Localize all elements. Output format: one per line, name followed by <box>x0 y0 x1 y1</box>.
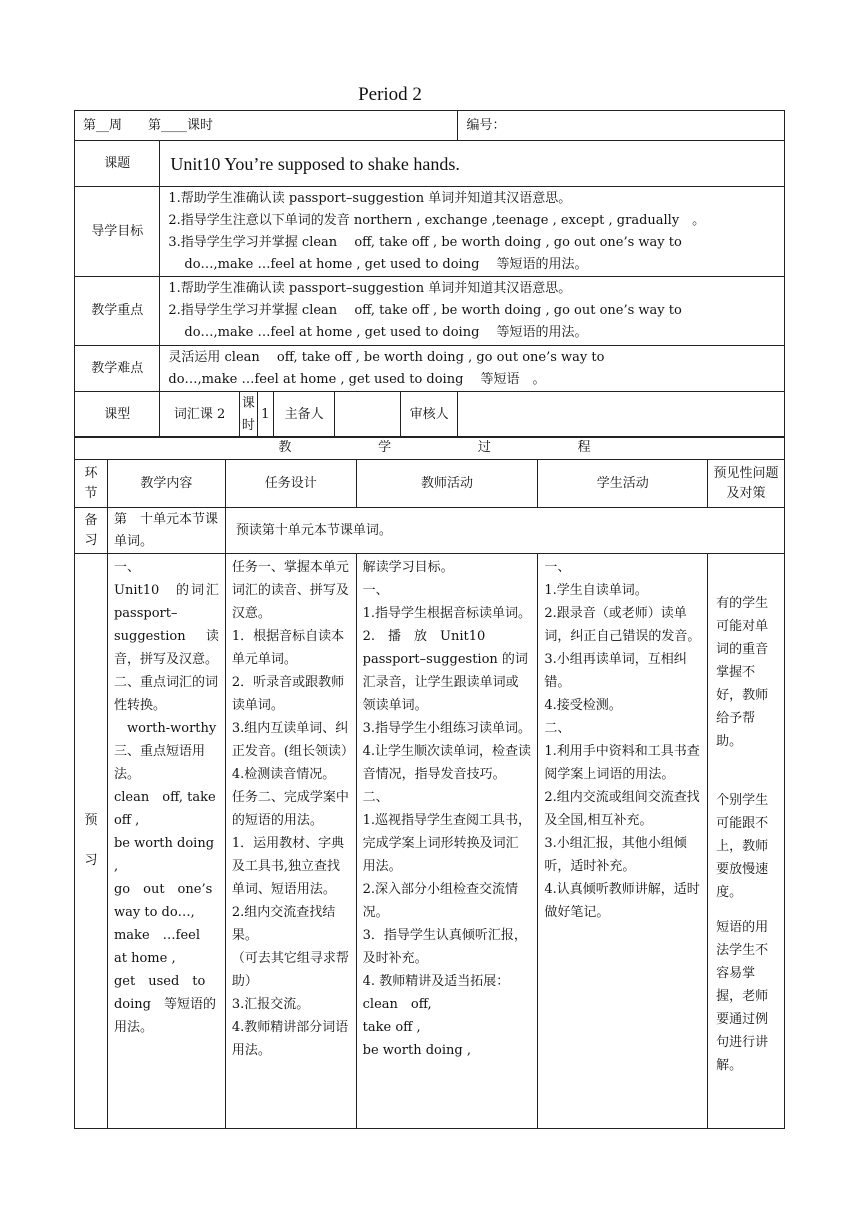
key-points-content <box>160 277 785 346</box>
preview-stage-label: 预习 <box>75 554 108 1129</box>
preview-teacher-activity <box>356 554 538 1129</box>
content-line: 一、 <box>113 560 140 575</box>
student-line: 4.认真倾听教师讲解，适时做好笔记。 <box>544 882 700 920</box>
preview-issues <box>708 554 785 1129</box>
teacher-line: clean off, <box>362 997 432 1012</box>
student-line: 2.组内交流或组间交流查找及全国,相互补充。 <box>544 790 700 828</box>
teacher-line: 一、 <box>362 583 389 598</box>
course-type-label: 课型 <box>75 392 160 438</box>
review-content: 第 十单元本节课单词。 <box>107 508 225 554</box>
task-line: 1．运用教材、字典及工具书,独立查找单词、短语用法。 <box>231 836 345 897</box>
issue-spacer <box>716 753 778 789</box>
teacher-line: 1.巡视指导学生查阅工具书，完成学案上词形转换及词汇用法。 <box>362 813 532 874</box>
difficulty-line: do…,make …feel at home , get used to doing 等短语 。 <box>168 371 546 387</box>
process-title-char: 教 <box>278 440 292 455</box>
course-type-value: 词汇课 2 <box>160 392 239 438</box>
reviewer-value <box>458 392 785 438</box>
task-line: 任务一、掌握本单元词汇的读音、拼写及汉意。 <box>231 560 349 621</box>
column-header-issues: 预见性问题及对策 <box>708 460 785 508</box>
review-stage-label: 备习 <box>75 508 108 554</box>
student-line: 1.学生自读单词。 <box>544 583 648 598</box>
key-point-line: 2.指导学生学习并掌握 clean off, take off , be worth doing , go out one’s way to <box>168 303 682 318</box>
teacher-line: 2.深入部分小组检查交流情况。 <box>362 882 519 920</box>
objective-line: 3.指导学生学习并掌握 clean off, take off , be worth doing , go out one’s way to <box>168 234 682 250</box>
student-line: 2.跟录音（或老师）读单词，纠正自己错误的发音。 <box>544 606 701 644</box>
teacher-line: 3．指导学生认真倾听汇报，及时补充。 <box>362 928 527 966</box>
topic-label: 课题 <box>75 141 160 187</box>
page-title: Period 2 <box>358 84 422 105</box>
preparer-value <box>335 392 400 438</box>
task-line: 3.组内互读单词、纠正发音。(组长领读） <box>231 721 354 759</box>
task-line: 任务二、完成学案中的短语的用法。 <box>231 790 349 828</box>
teacher-line: 3.指导学生小组练习读单词。 <box>362 721 532 736</box>
content-line: go out one’s way to do…, <box>113 882 213 920</box>
topic-value: Unit10 You’re supposed to shake hands. <box>160 141 785 187</box>
preview-content <box>107 554 225 1129</box>
column-header-student: 学生活动 <box>538 460 708 508</box>
task-line: （可去其它组寻求帮助） <box>231 951 349 989</box>
content-line: make …feel at home , <box>113 928 214 966</box>
hours-label: 课时 <box>239 392 257 438</box>
student-line: 二、 <box>544 721 571 736</box>
process-title <box>75 437 785 460</box>
teacher-line: 二、 <box>362 790 389 805</box>
task-line: 3.汇报交流。 <box>231 997 310 1012</box>
process-title-char: 学 <box>378 440 392 455</box>
objective-line: 1.帮助学生准确认读 passport–suggestion 单词并知道其汉语意思。 <box>168 190 572 206</box>
lesson-info-table <box>74 110 785 438</box>
preview-task-design <box>225 554 356 1129</box>
content-line: clean off, take off , <box>113 790 216 828</box>
task-line: 4.检测读音情况。 <box>231 767 336 782</box>
objective-line: do…,make …feel at home , get used to doing 等短语的用法。 <box>184 256 588 272</box>
content-line: Unit10 的词汇passport–suggestion 读音，拼写及汉意。 <box>113 583 219 667</box>
issue-spacer <box>716 904 778 916</box>
difficulties-label: 教学难点 <box>75 346 160 392</box>
content-line: 三、重点短语用法。 <box>113 744 205 782</box>
key-points-label: 教学重点 <box>75 277 160 346</box>
teacher-line: 4.让学生顺次读单词，检查读音情况，指导发音技巧。 <box>362 744 532 782</box>
task-line: 1．根据音标自读本单元单词。 <box>231 629 345 667</box>
process-title-char: 过 <box>477 440 491 455</box>
teacher-line: 解读学习目标。 <box>362 560 454 575</box>
student-line: 3.小组再读单词，互相纠错。 <box>544 652 687 690</box>
teacher-line: 2. 播 放 Unit10 passport–suggestion 的词汇录音，让学生跟读单词或领读单词。 <box>362 629 528 713</box>
difficulties-content <box>160 346 785 392</box>
student-line: 4.接受检测。 <box>544 698 622 713</box>
column-header-stage: 环节 <box>75 460 108 508</box>
issue-item: 短语的用法学生不容易掌握，老师要通过例句进行讲解。 <box>716 920 769 1073</box>
preview-student-activity <box>538 554 708 1129</box>
objectives-content <box>160 187 785 277</box>
issue-item: 有的学生可能对单词的重音掌握不好，教师给予帮助。 <box>716 596 769 749</box>
key-point-line: do…,make …feel at home , get used to doing 等短语的用法。 <box>184 325 588 340</box>
difficulty-line: 灵活运用 clean off, take off , be worth doing , go out one’s way to <box>168 349 605 365</box>
week-period-cell: 第__周 第____课时 <box>75 111 458 141</box>
teacher-line: 4. 教师精讲及适当拓展： <box>362 974 510 989</box>
teacher-line: take off , <box>362 1020 421 1035</box>
content-line: be worth doing , <box>113 836 215 874</box>
reviewer-label: 审核人 <box>400 392 458 438</box>
task-line: 2.组内交流查找结果。 <box>231 905 336 943</box>
process-title-char: 程 <box>577 440 591 455</box>
objectives-label: 导学目标 <box>75 187 160 277</box>
task-line: 2．听录音或跟教师读单词。 <box>231 675 345 713</box>
content-line: worth-worthy <box>113 721 217 736</box>
preparer-label: 主备人 <box>273 392 335 438</box>
review-task: 预读第十单元本节课单词。 <box>225 508 784 554</box>
teacher-line: 1.指导学生根据音标读单词。 <box>362 606 532 621</box>
task-line: 4.教师精讲部分词语用法。 <box>231 1020 349 1058</box>
column-header-content: 教学内容 <box>107 460 225 508</box>
student-line: 3.小组汇报，其他小组倾听，适时补充。 <box>544 836 687 874</box>
student-line: 一、 <box>544 560 571 575</box>
content-line: 二、重点词汇的词性转换。 <box>113 675 218 713</box>
student-line: 1.利用手中资料和工具书查阅学案上词语的用法。 <box>544 744 700 782</box>
teacher-line: be worth doing , <box>362 1043 471 1058</box>
key-point-line: 1.帮助学生准确认读 passport–suggestion 单词并知道其汉语意思。 <box>168 281 572 296</box>
objective-line: 2.指导学生注意以下单词的发音 northern , exchange ,teenage , except , gradually 。 <box>168 212 706 228</box>
serial-number-label: 编号： <box>458 111 785 141</box>
column-header-task: 任务设计 <box>225 460 356 508</box>
content-line: get used to doing 等短语的用法。 <box>113 974 216 1035</box>
hours-value: 1 <box>257 392 273 438</box>
issue-item: 个别学生可能跟不上，教师要放慢速度。 <box>716 793 769 900</box>
column-header-teacher: 教师活动 <box>356 460 538 508</box>
teaching-process-table <box>74 436 785 1129</box>
